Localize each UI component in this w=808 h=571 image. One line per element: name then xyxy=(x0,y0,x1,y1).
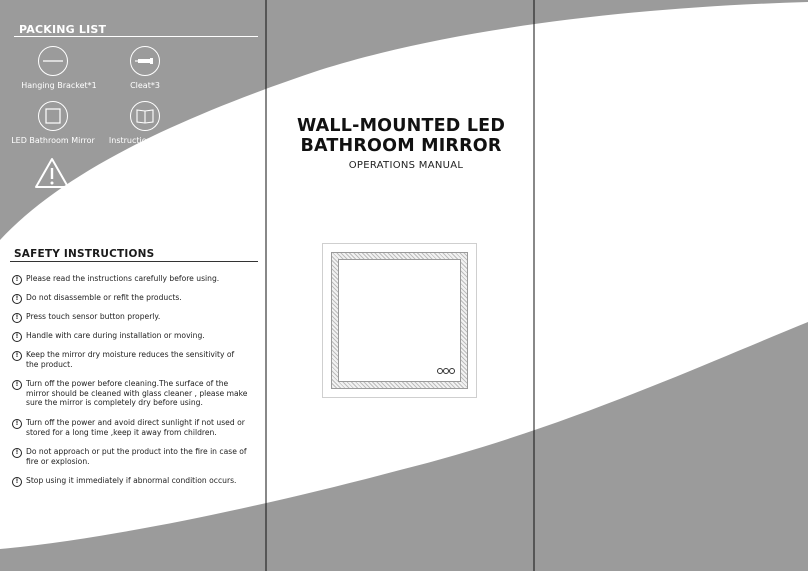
subtitle: OPERATIONS MANUAL xyxy=(348,160,464,171)
exclamation-circle-icon: ! xyxy=(12,477,22,487)
safety-item-text: Turn off the power and avoid direct sunlight if not used or stored for a long time ,keep it away from children. xyxy=(26,418,245,437)
exclamation-circle-icon: ! xyxy=(12,332,22,342)
safety-item-text: Turn off the power before cleaning.The surface of the mirror should be cleaned with glass cleaner , please make sure the mirror is completely dry before using. xyxy=(26,379,248,408)
exclamation-circle-icon: ! xyxy=(12,419,22,429)
mirror-icon xyxy=(38,101,68,131)
main-title xyxy=(270,116,532,156)
safety-item xyxy=(12,476,248,487)
safety-item xyxy=(12,331,248,342)
packing-item-label: Instruction Manua xyxy=(108,136,182,145)
safety-item-text: Do not approach or put the product into the fire in case of fire or explosion. xyxy=(26,447,247,466)
exclamation-circle-icon: ! xyxy=(12,448,22,458)
safety-item xyxy=(12,418,248,437)
manual-book-icon xyxy=(130,101,160,131)
exclamation-circle-icon: ! xyxy=(12,294,22,304)
safety-item-text: Do not disassemble or refit the products. xyxy=(26,293,182,302)
exclamation-circle-icon: ! xyxy=(12,275,22,285)
safety-item xyxy=(12,350,248,369)
safety-item-text: Stop using it immediately if abnormal condition occurs. xyxy=(26,476,237,485)
main-title-line-1: WALL-MOUNTED LED xyxy=(296,116,506,136)
exclamation-circle-icon: ! xyxy=(12,380,22,390)
exclamation-circle-icon: ! xyxy=(12,313,22,323)
safety-instructions-title: SAFETY INSTRUCTIONS xyxy=(14,248,155,260)
safety-item xyxy=(12,447,248,466)
packing-item-label: Cleat*3 xyxy=(130,81,160,90)
safety-item-text: Press touch sensor button properly. xyxy=(26,312,161,321)
safety-item-text: Handle with care during installation or moving. xyxy=(26,331,205,340)
safety-rule xyxy=(10,261,258,262)
packing-item-label: Hanging Bracket*1 xyxy=(21,81,97,90)
cleat-icon xyxy=(130,46,160,76)
warning-triangle-icon xyxy=(34,156,70,190)
hanging-bracket-icon xyxy=(38,46,68,76)
exclamation-circle-icon: ! xyxy=(12,351,22,361)
safety-item xyxy=(12,379,248,408)
packing-list-rule xyxy=(14,36,258,37)
safety-item xyxy=(12,312,248,323)
safety-item-text: Please read the instructions carefully before using. xyxy=(26,274,220,283)
packing-list-title: PACKING LIST xyxy=(19,23,107,36)
safety-item xyxy=(12,293,248,304)
led-mirror-illustration xyxy=(322,243,477,398)
packing-item-label: LED Bathroom Mirror xyxy=(11,136,95,145)
safety-item xyxy=(12,274,248,285)
safety-item-text: Keep the mirror dry moisture reduces the sensitivity of the product. xyxy=(26,350,235,369)
mirror-glass xyxy=(338,259,461,382)
main-title-line-2: BATHROOM MIRROR xyxy=(300,136,502,156)
touch-sensor-icon xyxy=(449,368,455,374)
